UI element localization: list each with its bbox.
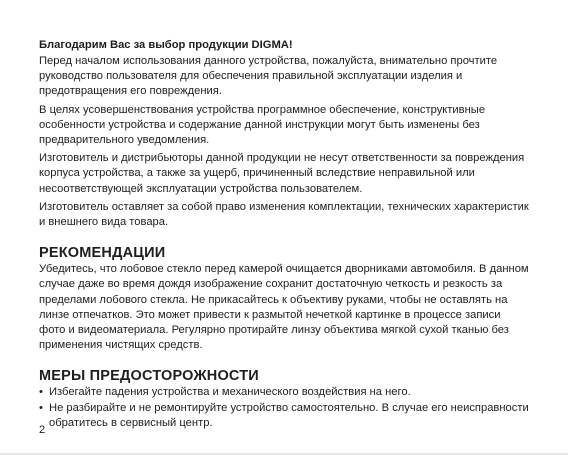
document-page xyxy=(39,38,529,431)
bullet-icon: • xyxy=(39,401,43,414)
precautions-heading: МЕРЫ ПРЕДОСТОРОЖНОСТИ xyxy=(39,368,259,385)
intro-paragraph-1: Перед началом использования данного устройства, пожалуйста, внимательно прочтите руководство пользователя для обеспечения правильной эксплуатации изделия и предотвращения его повреждения. xyxy=(39,55,498,98)
precaution-text: Избегайте падения устройства и механического воздействия на него. xyxy=(49,386,411,399)
recommendations-heading: РЕКОМЕНДАЦИИ xyxy=(39,245,166,262)
intro-paragraph-4: Изготовитель оставляет за собой право изменения комплектации, технических характеристик и внешнего вида товара. xyxy=(39,200,529,229)
intro-title: Благодарим Вас за выбор продукции DIGMA! xyxy=(39,39,293,51)
precautions-list xyxy=(39,385,529,431)
intro-paragraph-3: Изготовитель и дистрибьюторы данной продукции не несут ответственности за повреждения корпуса устройства, а также за ущерб, причиненный вследствие неправильной или несоответствующей эксплуатации устройства пользователем. xyxy=(39,152,525,195)
intro-paragraph-2: В целях усовершенствования устройства программное обеспечение, конструктивные особенности устройства и содержание данной инструкции могут быть изменены без предварительного уведомления. xyxy=(39,103,486,147)
page-number: 2 xyxy=(39,424,46,436)
recommendations-text: Убедитесь, что лобовое стекло перед камерой очищается дворниками автомобиля. В данном случае даже во время дождя изображение сохранит достаточную четкость и резкость за пределами лобового стекла. Не прикасайтесь к объективу руками, чтобы не оставлять на линзе отпечатков. Это может привести к размытой нечеткой картинке в процессе записи фото и видеоматериала. Регулярно протирайте линзу объектива мягкой сухой тканью без применения чистящих средств. xyxy=(39,263,529,352)
list-item xyxy=(39,401,529,431)
precaution-text: Не разбирайте и не ремонтируйте устройство самостоятельно. В случае его неисправности обратитесь в сервисный центр. xyxy=(49,401,529,429)
bullet-icon: • xyxy=(39,386,43,399)
list-item xyxy=(39,385,529,400)
